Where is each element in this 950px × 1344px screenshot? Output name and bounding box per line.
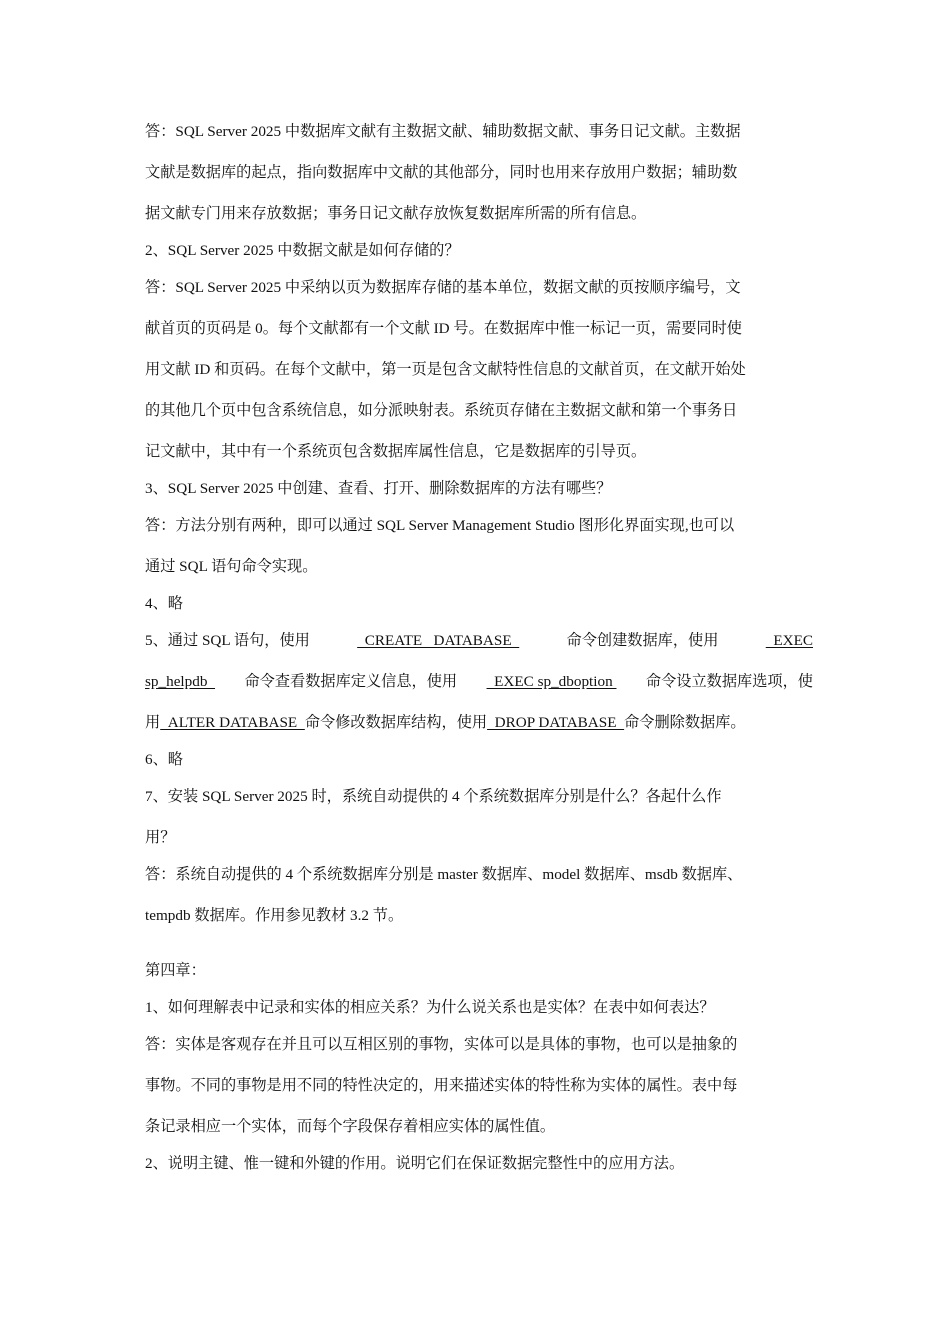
blank-create-database: CREATE DATABASE [357, 632, 520, 649]
blank-exec: EXEC [765, 632, 813, 649]
question-6: 6、略 [145, 751, 183, 768]
answer-line: 的其他几个页中包含系统信息，如分派映射表。系统页存储在主数据文献和第一个事务日 [145, 402, 738, 419]
q5-text: 命令删除数据库。 [624, 714, 746, 731]
q5-text: 命令查看数据库定义信息，使用 [244, 673, 458, 690]
question-5-line-2 [145, 672, 813, 692]
q5-text: 5、通过 SQL 语句，使用 [145, 632, 310, 649]
document-body [145, 122, 813, 1174]
answer-line: 用文献 ID 和页码。在每个文献中，第一页是包含文献特性信息的文献首页，在文献开始处 [145, 361, 746, 378]
blank-alter-database: ALTER DATABASE [160, 714, 305, 731]
answer-line: 文献是数据库的起点，指向数据库中文献的其他部分，同时也用来存放用户数据；辅助数 [145, 164, 738, 181]
question-5-line-3 [145, 713, 813, 733]
answer-line: 答：SQL Server 2025 中采纳以页为数据库存储的基本单位，数据文献的页按顺序编号，文 [145, 279, 741, 296]
question-3: 3、SQL Server 2025 中创建、查看、打开、删除数据库的方法有哪些？ [145, 480, 612, 497]
q5-text: 命令创建数据库，使用 [566, 632, 719, 649]
question-7-cont: 用？ [145, 829, 176, 846]
answer-line: 通过 SQL 语句命令实现。 [145, 558, 318, 575]
answer-line: 献首页的页码是 0。每个文献都有一个文献 ID 号。在数据库中惟一标记一页，需要同时使 [145, 320, 742, 337]
q5-text: 用 [145, 714, 161, 731]
answer-line: 记文献中，其中有一个系统页包含数据库属性信息，它是数据库的引导页。 [145, 443, 647, 460]
answer-line: 答：SQL Server 2025 中数据库文献有主数据文献、辅助数据文献、事务日记文献。主数据 [145, 123, 741, 140]
answer-line: 据文献专门用来存放数据；事务日记文献存放恢复数据库所需的所有信息。 [145, 205, 647, 222]
chapter-heading: 第四章： [145, 962, 206, 979]
question-7: 7、安装 SQL Server 2025 时，系统自动提供的 4 个系统数据库分别是什么？各起什么作 [145, 788, 722, 805]
answer-line: 答：系统自动提供的 4 个系统数据库分别是 master 数据库、model 数据库、msdb 数据库、 [145, 866, 743, 883]
q5-text: 命令设立数据库选项，使 [645, 673, 813, 690]
question-4: 4、略 [145, 595, 183, 612]
question-5-line-1 [145, 631, 813, 651]
question-2: 2、SQL Server 2025 中数据文献是如何存储的？ [145, 242, 460, 259]
answer-line: 答：实体是客观存在并且可以互相区别的事物，实体可以是具体的事物，也可以是抽象的 [145, 1036, 738, 1053]
answer-line: 答：方法分别有两种，即可以通过 SQL Server Management Studio 图形化界面实现,也可以 [145, 517, 735, 534]
q5-text: 命令修改数据库结构，使用 [304, 714, 488, 731]
blank-drop-database: DROP DATABASE [487, 714, 625, 731]
question-2: 2、说明主键、惟一键和外键的作用。说明它们在保证数据完整性中的应用方法。 [145, 1155, 685, 1172]
question-1: 1、如何理解表中记录和实体的相应关系？为什么说关系也是实体？在表中如何表达？ [145, 999, 715, 1016]
blank-sp-helpdb: sp_helpdb [145, 673, 216, 690]
answer-line: tempdb 数据库。作用参见教材 3.2 节。 [145, 907, 404, 924]
answer-line: 事物。不同的事物是用不同的特性决定的，用来描述实体的特性称为实体的属性。表中每 [145, 1077, 738, 1094]
answer-line: 条记录相应一个实体，而每个字段保存着相应实体的属性值。 [145, 1118, 556, 1135]
blank-exec-sp-dboption: EXEC sp_dboption [486, 673, 617, 690]
